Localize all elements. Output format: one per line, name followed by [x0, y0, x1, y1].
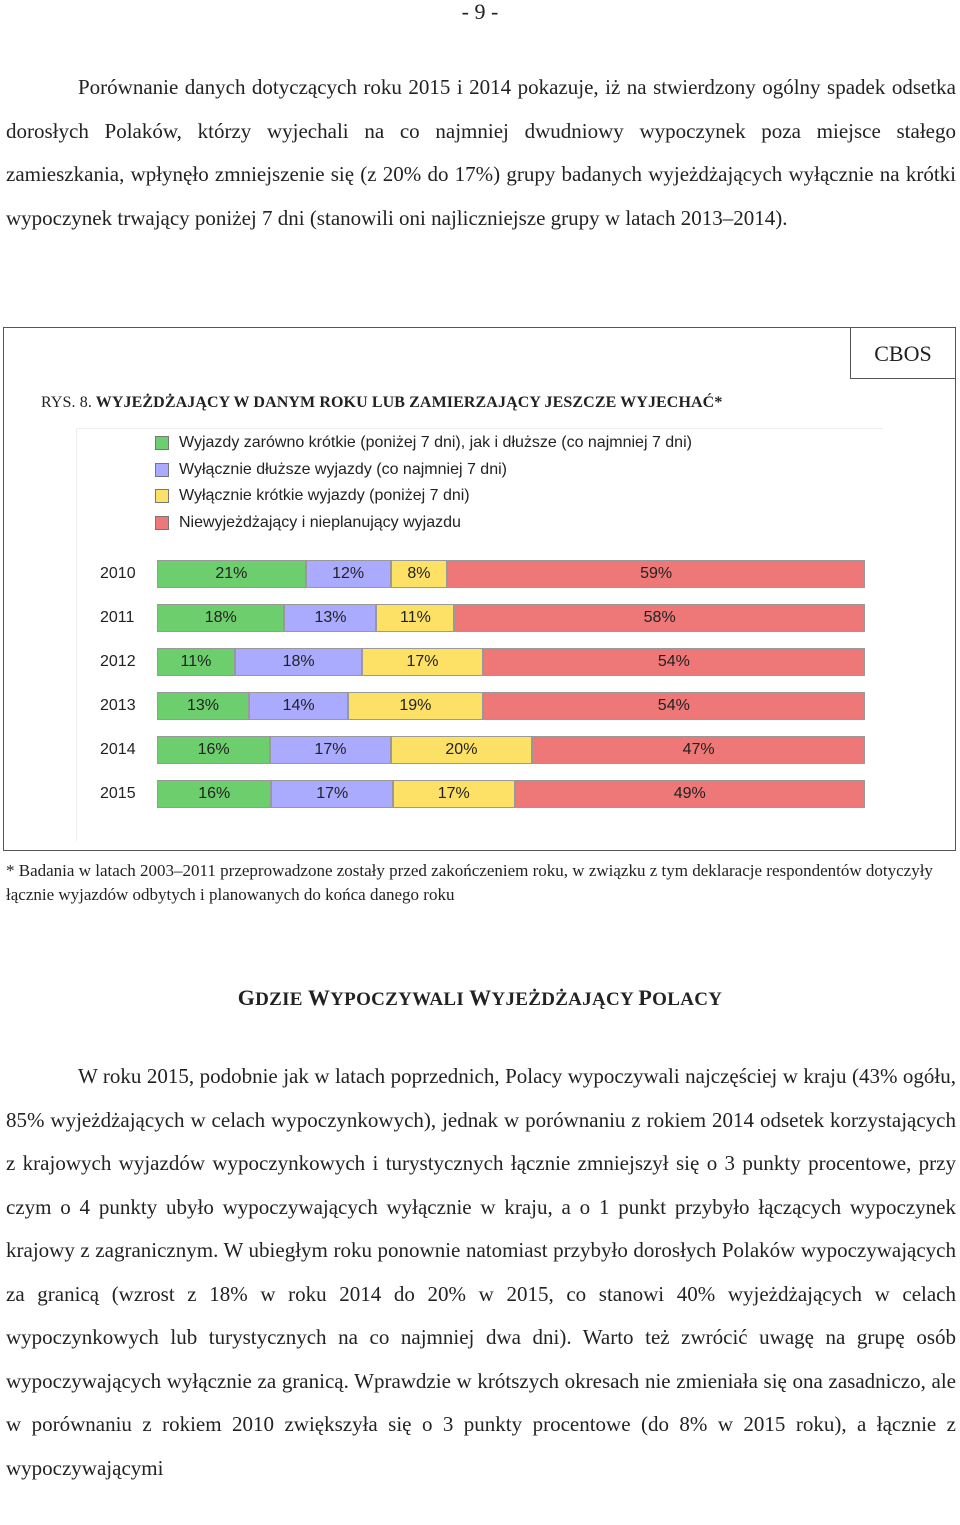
stacked-bar [157, 736, 865, 764]
heading-rest: YJEŻDŻAJĄCY [491, 989, 639, 1010]
paragraph-main-text: W roku 2015, podobnie jak w latach poprzednich, Polacy wypoczywali najczęściej w kraju (43% ogółu, 85% wyjeżdżających w celach wypoczynkowych), jednak w porównaniu z rokiem 2014 odsetek korzystających z krajowych wyjazdów wypoczynkowych i turystycznych łącznie zmniejszył się o 3 punkty procentowe, przy czym o 4 punkty ubyło wypoczywających wyłącznie w kraju, a o 1 punkt przybyło łączących wypoczynek krajowy z zagranicznym. W ubiegłym roku ponownie natomiast przybyło dorosłych Polaków wypoczywających za granicą (wzrost z 18% w roku 2014 do 20% w 2015, co stanowi 40% wyjeżdżających w celach wypoczynkowych lub turystycznych na co najmniej dwa dni). Warto też zwrócić uwagę na grupę osób wypoczywających wyłącznie za granicą. Wprawdzie w krótszych okresach nie zmieniała się ona zasadniczo, ale w porównaniu z rokiem 2010 zwiększyła się o 3 punkty procentowe (do 8% w 2015 roku), a łącznie z wypoczywającymi [6, 1064, 956, 1480]
bar-segment: 13% [157, 692, 249, 720]
bar-segment: 13% [284, 604, 376, 632]
legend-item [155, 457, 692, 484]
bar-segment: 16% [157, 736, 270, 764]
year-label: 2013 [100, 697, 136, 714]
bar-segment: 17% [362, 648, 482, 676]
legend-item [155, 483, 692, 510]
legend-swatch [155, 489, 169, 503]
bar-segment: 19% [348, 692, 483, 720]
bar-segment: 54% [483, 648, 865, 676]
year-label: 2012 [100, 653, 136, 670]
legend-label: Wyjazdy zarówno krótkie (poniżej 7 dni), jak i dłuższe (co najmniej 7 dni) [179, 434, 692, 452]
legend-item [155, 430, 692, 457]
bar-segment: 11% [376, 604, 454, 632]
stacked-bar [157, 560, 865, 588]
year-label: 2015 [100, 785, 136, 802]
year-label: 2014 [100, 741, 136, 758]
heading-capital: W [307, 985, 331, 1010]
page-number: - 9 - [461, 0, 499, 24]
bar-segment: 16% [157, 780, 271, 808]
legend-item [155, 510, 692, 537]
figure-title-text: WYJEŻDŻAJĄCY W DANYM ROKU LUB ZAMIERZAJĄCY JESZCZE WYJECHAĆ* [95, 394, 723, 411]
legend-swatch [155, 436, 169, 450]
bar-segment: 18% [157, 604, 284, 632]
bar-segment: 18% [235, 648, 362, 676]
bar-segment: 21% [157, 560, 306, 588]
figure-footnote: * Badania w latach 2003–2011 przeprowadzone zostały przed zakończeniem roku, w związku z tym deklaracje respondentów dotyczyły łącznie wyjazdów odbytych i planowanych do końca danego roku [6, 861, 933, 904]
legend-label: Niewyjeżdżający i nieplanujący wyjazdu [179, 513, 461, 531]
bar-segment: 20% [391, 736, 533, 764]
legend-swatch [155, 463, 169, 477]
bar-segment: 47% [532, 736, 865, 764]
source-label: CBOS [850, 327, 956, 379]
bar-segment: 49% [515, 780, 865, 808]
bar-segment: 17% [393, 780, 515, 808]
heading-rest: OLACY [652, 989, 723, 1010]
figure-title [41, 394, 722, 412]
chart-legend [155, 430, 692, 536]
heading-rest: YPOCZYWALI [330, 989, 470, 1010]
stacked-bar [157, 604, 865, 632]
heading-rest: DZIE [255, 989, 308, 1010]
paragraph-intro [6, 66, 956, 240]
bar-segment: 12% [306, 560, 391, 588]
bar-segment: 59% [447, 560, 865, 588]
bar-segment: 58% [454, 604, 865, 632]
figure-frame [3, 327, 956, 851]
bar-segment: 11% [157, 648, 235, 676]
heading-capital: G [237, 985, 256, 1010]
bar-segment: 14% [249, 692, 348, 720]
paragraph-main [6, 1055, 956, 1490]
section-heading [0, 985, 960, 1011]
year-label: 2011 [100, 609, 135, 626]
heading-capital: W [469, 985, 492, 1010]
year-label: 2010 [100, 565, 136, 582]
stacked-bar [157, 780, 865, 808]
paragraph-intro-text: Porównanie danych dotyczących roku 2015 i 2014 pokazuje, iż na stwierdzony ogólny spadek odsetka dorosłych Polaków, którzy wyjechali na co najmniej dwudniowy wypoczynek poza miejsce stałego zamieszkania, wpłynęło zmniejszenie się (z 20% do 17%) grupy badanych wyjeżdżających wyłącznie na krótki wypoczynek trwający poniżej 7 dni (stanowili oni najliczniejsze grupy w latach 2013–2014). [6, 75, 956, 230]
figure-number: RYS. 8. [41, 394, 92, 411]
bar-segment: 8% [391, 560, 448, 588]
stacked-bar [157, 692, 865, 720]
legend-swatch [155, 516, 169, 530]
legend-label: Wyłącznie krótkie wyjazdy (poniżej 7 dni) [179, 487, 470, 505]
stacked-bar [157, 648, 865, 676]
heading-capital: P [638, 985, 653, 1010]
bar-segment: 54% [483, 692, 865, 720]
bar-segment: 17% [270, 736, 390, 764]
bar-segment: 17% [271, 780, 393, 808]
legend-label: Wyłącznie dłuższe wyjazdy (co najmniej 7 dni) [179, 460, 507, 478]
